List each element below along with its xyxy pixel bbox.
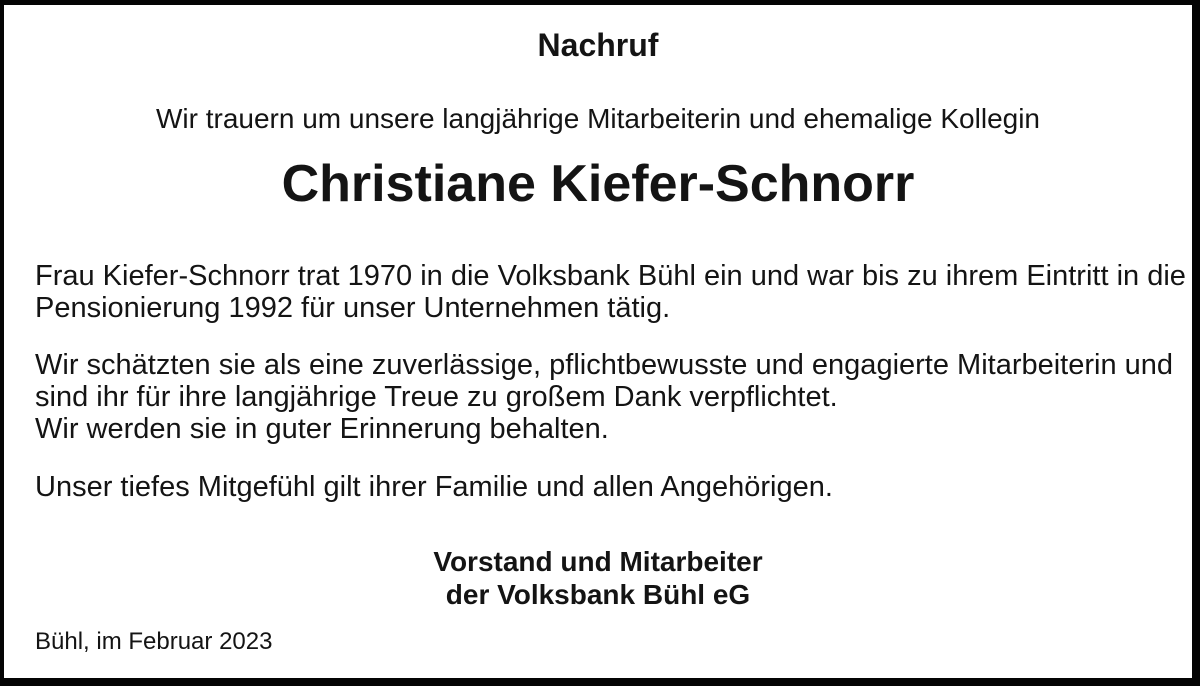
paragraph2-line3: Wir werden sie in guter Erinnerung behalten. bbox=[35, 413, 609, 445]
paragraph2-line2: sind ihr für ihre langjährige Treue zu großem Dank verpflichtet. bbox=[35, 381, 838, 413]
intro-line: Wir trauern um unsere langjährige Mitarbeiterin und ehemalige Kollegin bbox=[155, 103, 1041, 134]
page-title: Nachruf bbox=[537, 27, 659, 63]
dateline: Bühl, im Februar 2023 bbox=[35, 628, 273, 655]
obituary-page bbox=[4, 5, 1192, 678]
paragraph2-line1: Wir schätzten sie als eine zuverlässige, pflichtbewusste und engagierte Mitarbeiterin und bbox=[35, 349, 1174, 381]
signature-line1: Vorstand und Mitarbeiter bbox=[433, 546, 763, 577]
deceased-name: Christiane Kiefer-Schnorr bbox=[281, 155, 915, 213]
signature-line2: der Volksbank Bühl eG bbox=[445, 579, 751, 610]
paragraph1-line1: Frau Kiefer-Schnorr trat 1970 in die Volksbank Bühl ein und war bis zu ihrem Eintritt in die bbox=[35, 260, 1186, 292]
paragraph3-line: Unser tiefes Mitgefühl gilt ihrer Familie und allen Angehörigen. bbox=[35, 471, 833, 503]
paragraph1-line2: Pensionierung 1992 für unser Unternehmen tätig. bbox=[35, 292, 671, 324]
